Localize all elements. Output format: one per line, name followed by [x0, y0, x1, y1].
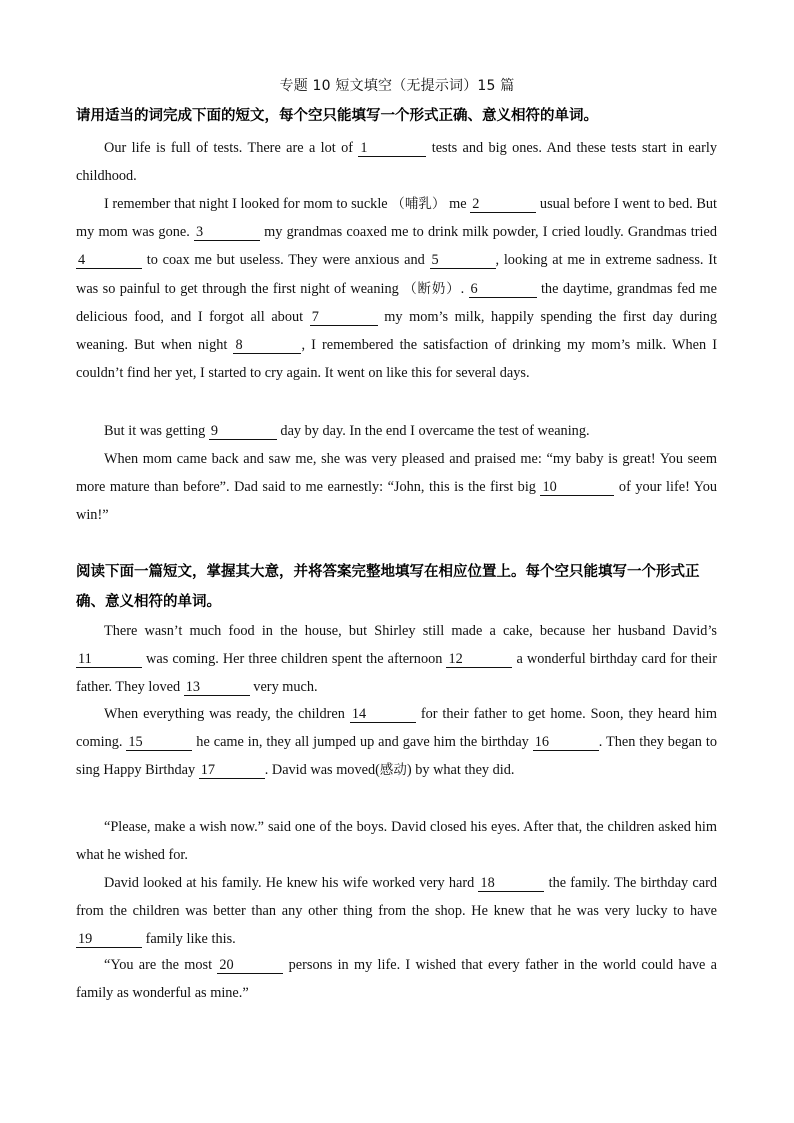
- s2-paragraph-4: David looked at his family. He knew his wife worked very hard 18 the family. The birthday card from the children was better than any other thing from the shop. He knew that he was very lucky to have 19 family like this.: [76, 875, 717, 948]
- answer-blank-14[interactable]: 14: [350, 707, 416, 723]
- s2-paragraph-5: “You are the most 20 persons in my life. I wished that every father in the world could have a family as wonderful as mine.”: [76, 957, 717, 1002]
- s2-paragraph-3: “Please, make a wish now.” said one of the boys. David closed his eyes. After that, the children asked him what he wished for.: [76, 819, 717, 864]
- answer-blank-20[interactable]: 20: [217, 958, 283, 974]
- answer-blank-4[interactable]: 4: [76, 253, 142, 269]
- s1-paragraph-1: Our life is full of tests. There are a lot of 1 tests and big ones. And these tests start in early childhood.: [76, 140, 717, 185]
- answer-blank-7[interactable]: 7: [310, 310, 378, 326]
- answer-blank-18[interactable]: 18: [478, 876, 544, 892]
- page-title: 专题 10 短文填空（无提示词）15 篇: [279, 78, 515, 94]
- section1-instruction: 请用适当的词完成下面的短文，每个空只能填写一个形式正确、意义相符的单词。: [76, 108, 598, 124]
- section2-instruction: 阅读下面一篇短文，掌握其大意，并将答案完整地填写在相应位置上。每个空只能填写一个形式正确、意义相符的单词。: [76, 564, 700, 610]
- answer-blank-9[interactable]: 9: [209, 424, 277, 440]
- answer-blank-15[interactable]: 15: [126, 735, 192, 751]
- answer-blank-11[interactable]: 11: [76, 652, 142, 668]
- answer-blank-16[interactable]: 16: [533, 735, 599, 751]
- answer-blank-3[interactable]: 3: [194, 225, 260, 241]
- s2-paragraph-1: There wasn’t much food in the house, but Shirley still made a cake, because her husband David’s 11 was coming. Her three children spent the afternoon 12 a wonderful birthday card for their father. They loved 13 very much.: [76, 623, 717, 696]
- answer-blank-8[interactable]: 8: [233, 338, 301, 354]
- s2-paragraph-2: When everything was ready, the children 14 for their father to get home. Soon, they heard him coming. 15 he came in, they all jumped up and gave him the birthday 16 . Then they began to sing Happy Birthday 17 . David was moved(感动) by what they did.: [76, 706, 717, 779]
- answer-blank-6[interactable]: 6: [469, 282, 537, 298]
- s1-paragraph-3: But it was getting 9 day by day. In the end I overcame the test of weaning.: [104, 423, 590, 439]
- answer-blank-12[interactable]: 12: [446, 652, 512, 668]
- answer-blank-2[interactable]: 2: [470, 197, 536, 213]
- answer-blank-19[interactable]: 19: [76, 932, 142, 948]
- answer-blank-5[interactable]: 5: [430, 253, 496, 269]
- answer-blank-13[interactable]: 13: [184, 680, 250, 696]
- answer-blank-1[interactable]: 1: [358, 141, 426, 157]
- answer-blank-10[interactable]: 10: [540, 480, 614, 496]
- s1-paragraph-2: I remember that night I looked for mom to suckle （哺乳） me 2 usual before I went to bed. But my mom was gone. 3 my grandmas coaxed me to drink milk powder, I cried loudly. Grandmas tried 4 to coax me but useless. They were anxious and 5 , looking at me in extreme sadness. It was so painful to get through the first night of weaning （断奶）. 6 the daytime, grandmas fed me delicious food, and I forgot all about 7 my mom’s milk, happily spending the first day during weaning. But when night 8 , I remembered the satisfaction of drinking my mom’s milk. When I couldn’t find her yet, I started to cry again. It went on like this for several days.: [76, 196, 718, 382]
- answer-blank-17[interactable]: 17: [199, 763, 265, 779]
- s1-paragraph-4: When mom came back and saw me, she was very pleased and praised me: “my baby is great! You seem more mature than before”. Dad said to me earnestly: “John, this is the first big 10 of your life! You win!”: [76, 451, 718, 524]
